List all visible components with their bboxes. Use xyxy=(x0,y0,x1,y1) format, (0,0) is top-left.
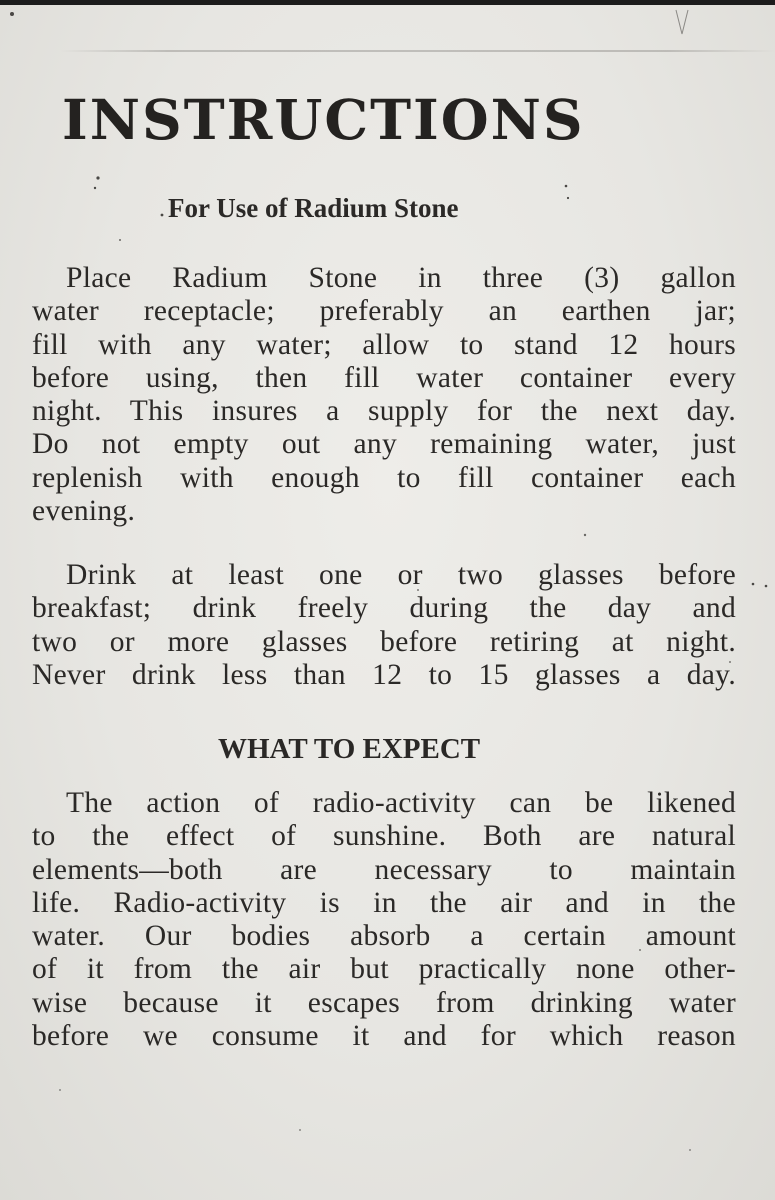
document-title: INSTRUCTIONS xyxy=(62,87,585,152)
expectations-paragraph xyxy=(32,787,736,1053)
paragraph-line: of it from the air but practically none other- xyxy=(32,953,736,986)
paragraph-line: breakfast; drink freely during the day and xyxy=(32,592,736,625)
paragraph-line: before using, then fill water container every xyxy=(32,361,736,394)
paragraph-line: two or more glasses before retiring at night. xyxy=(32,625,736,658)
paragraph-line: water. Our bodies absorb a certain amount xyxy=(32,920,736,953)
paragraph-line: Drink at least one or two glasses before xyxy=(66,559,736,591)
paragraph-line: before we consume it and for which reason xyxy=(32,1020,736,1053)
paragraph-line: Place Radium Stone in three (3) gallon xyxy=(66,262,736,294)
paragraph-line: water receptacle; preferably an earthen jar; xyxy=(32,295,736,328)
paragraph-line: wise because it escapes from drinking water xyxy=(32,986,736,1019)
paragraph-line: elements—both are necessary to maintain xyxy=(32,853,736,886)
instructions-paragraph xyxy=(32,262,736,528)
paragraph-line: The action of radio-activity can be likened xyxy=(66,787,736,819)
dosage-paragraph xyxy=(32,559,736,692)
paragraph-line: Never drink less than 12 to 15 glasses a day. xyxy=(32,658,736,691)
paragraph-line: to the effect of sunshine. Both are natural xyxy=(32,820,736,853)
paragraph-line: evening. xyxy=(32,495,136,528)
section-heading: WHAT TO EXPECT xyxy=(218,733,481,765)
paragraph-line: Do not empty out any remaining water, just xyxy=(32,428,736,461)
paragraph-line: replenish with enough to fill container each xyxy=(32,461,736,494)
paragraph-line: life. Radio-activity is in the air and in the xyxy=(32,886,736,919)
paragraph-line: night. This insures a supply for the next day. xyxy=(32,395,736,428)
paragraph-line: fill with any water; allow to stand 12 hours xyxy=(32,328,736,361)
document-subtitle: For Use of Radium Stone xyxy=(168,193,459,223)
